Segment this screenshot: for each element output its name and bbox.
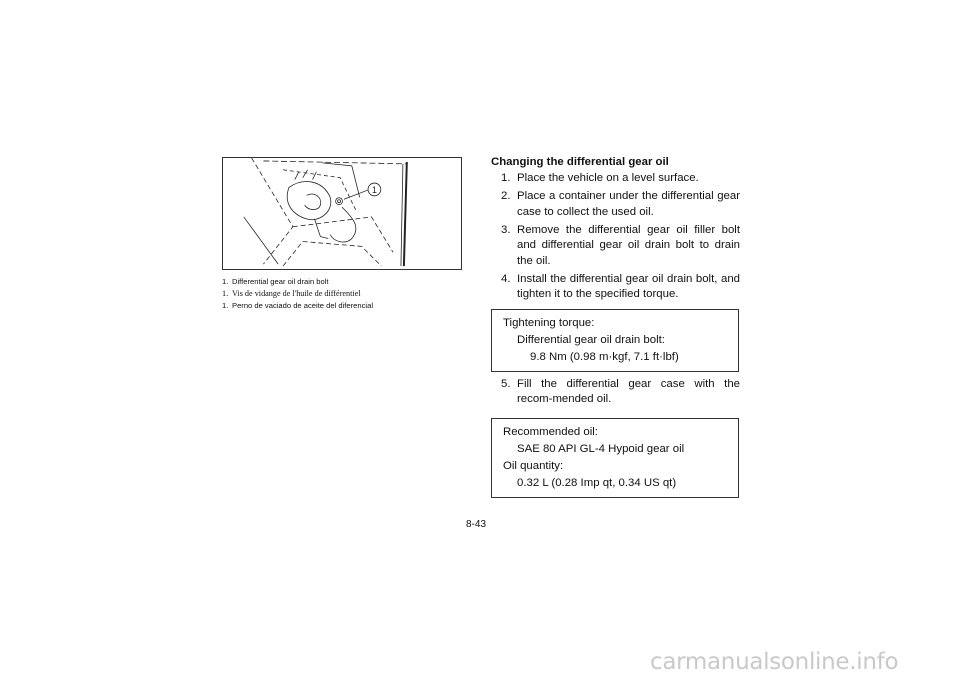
caption-french: 1. Vis de vidange de l'huile de différentiel (222, 289, 361, 298)
callout-number: 1 (371, 184, 377, 195)
oil-quantity-heading: Oil quantity: (503, 459, 564, 472)
oil-quantity-value: 0.32 L (0.28 Imp qt, 0.34 US qt) (517, 476, 677, 489)
steps-list-b (491, 377, 740, 408)
page-number: 8-43 (466, 519, 487, 530)
step-item: 5. Fill the differential gear case with the recom-mended oil. (501, 377, 740, 406)
step-item: 1. Place the vehicle on a level surface. (501, 172, 699, 184)
instructions-column (491, 154, 740, 498)
oil-spec-box (491, 418, 739, 498)
oil-heading: Recommended oil: (503, 425, 598, 438)
step-item: 4. Install the differential gear oil drain bolt, and tighten it to the specified torque. (501, 272, 740, 301)
caption-spanish: 1. Perno de vaciado de aceite del diferencial (222, 301, 373, 310)
torque-item: Differential gear oil drain bolt: (517, 333, 665, 346)
step-item: 3. Remove the differential gear oil filler bolt and differential gear oil drain bolt to drain the oil. (501, 223, 740, 267)
caption-english: 1. Differential gear oil drain bolt (222, 277, 329, 286)
steps-list-a (491, 171, 740, 303)
figure-illustration (222, 157, 462, 270)
step-item: 2. Place a container under the differential gear case to collect the used oil. (501, 190, 740, 218)
oil-type-value: SAE 80 API GL-4 Hypoid gear oil (517, 442, 685, 455)
drain-bolt-diagram (223, 158, 461, 269)
torque-spec-box (491, 309, 739, 372)
section-title: Changing the differential gear oil (491, 156, 669, 168)
torque-heading: Tightening torque: (503, 316, 595, 329)
watermark: carmanualsonline.info (650, 649, 899, 675)
torque-value: 9.8 Nm (0.98 m·kgf, 7.1 ft·lbf) (530, 350, 679, 363)
figure-captions (222, 276, 482, 312)
